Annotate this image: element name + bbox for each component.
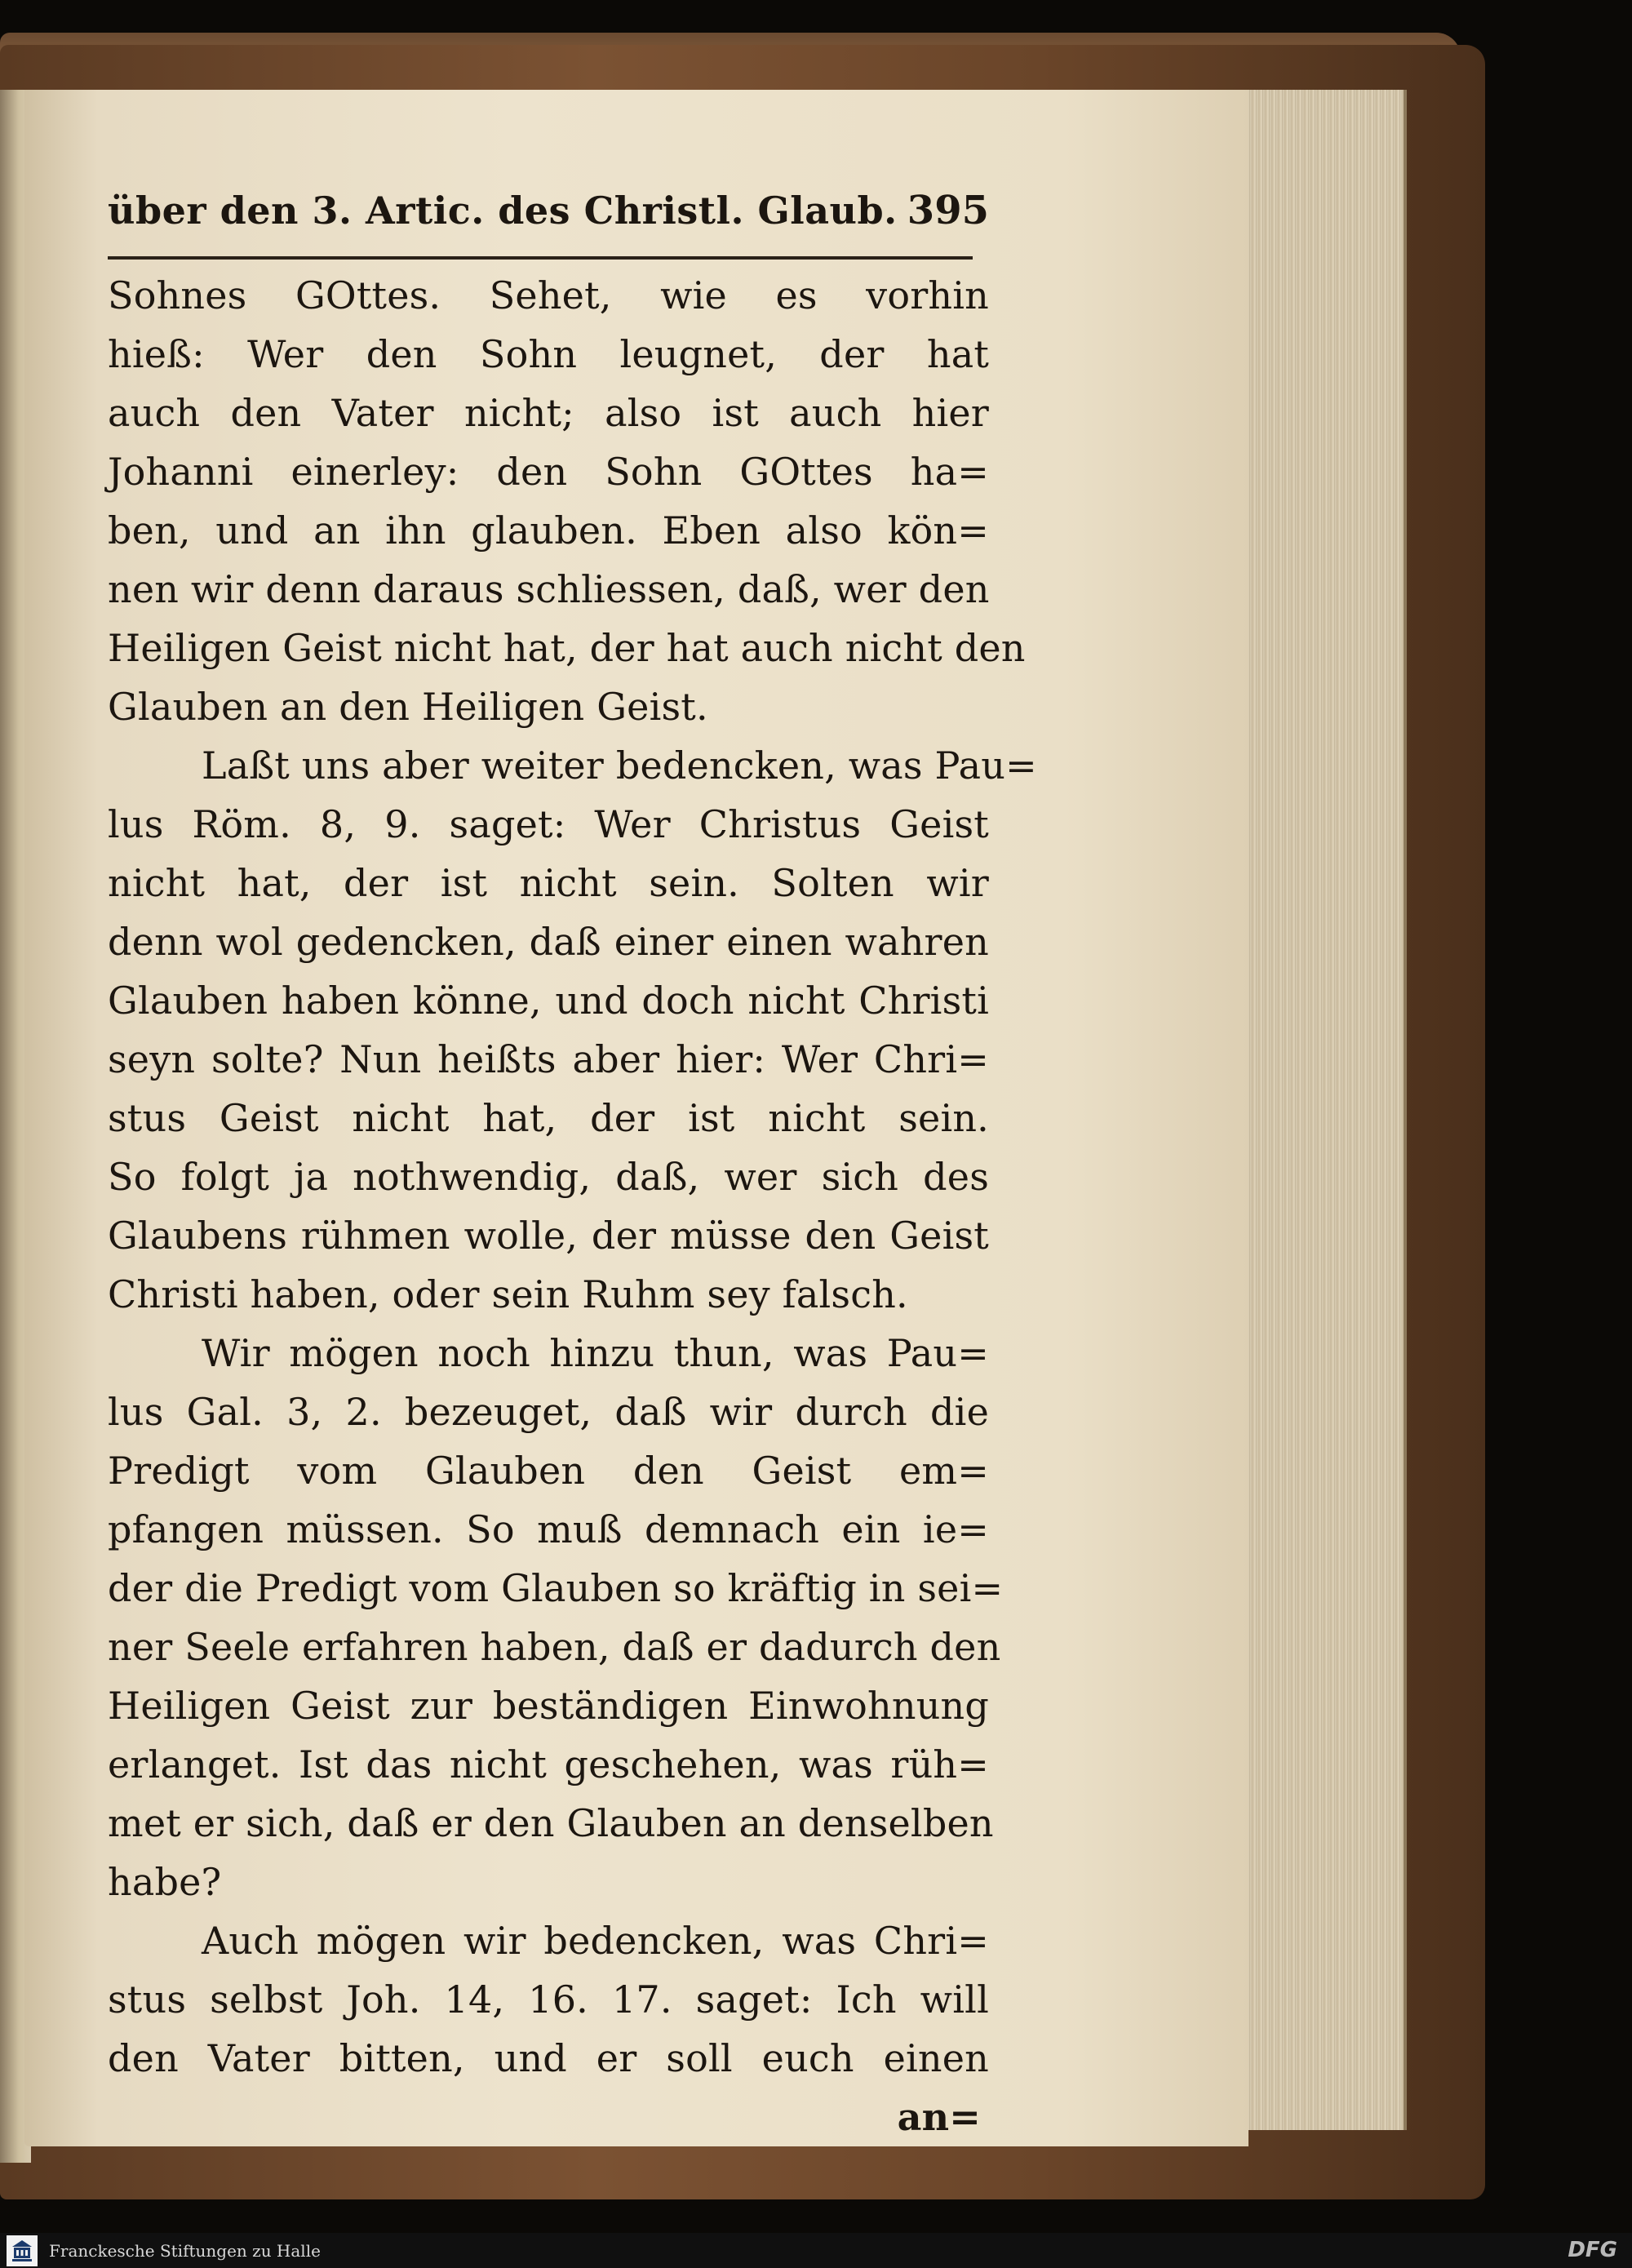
text-line: stus selbst Joh. 14, 16. 17. saget: Ich will [108,1977,989,2022]
text-line: lus Röm. 8, 9. saget: Wer Christus Geist [108,802,989,846]
text-line: der die Predigt vom Glauben so kräftig in sei= [108,1566,1004,1610]
building-icon [11,2239,33,2263]
body-text [108,266,1037,2088]
text-line: Auch mögen wir bedencken, was Chri= [202,1919,989,1963]
text-line: den Vater bitten, und er soll euch einen [108,2036,989,2080]
institution-logo [7,2235,38,2266]
text-line: pfangen müssen. So muß demnach ein ie= [108,1507,989,1551]
dfg-logo: DFG [1568,2238,1617,2262]
text-line: Predigt vom Glauben den Geist em= [108,1449,989,1493]
catchword: an= [897,2095,981,2139]
text-line: auch den Vater nicht; also ist auch hier [108,391,989,435]
text-line: Christi haben, oder sein Ruhm sey falsch. [108,1272,908,1316]
text-line: Glauben haben könne, und doch nicht Christi [108,979,989,1023]
running-title: über den 3. Artic. des Christl. Glaub. [108,189,898,233]
text-line: stus Geist nicht hat, der ist nicht sein. [108,1096,989,1140]
running-header [108,188,989,245]
text-line: Johanni einerley: den Sohn GOttes ha= [108,450,989,494]
text-line: Heiligen Geist nicht hat, der hat auch nicht den [108,626,1026,670]
page-edges [1224,90,1407,2130]
book-page [24,90,1248,2146]
text-line: lus Gal. 3, 2. bezeuget, daß wir durch die [108,1390,989,1434]
text-block [108,188,1037,2146]
text-line: seyn solte? Nun heißts aber hier: Wer Chri= [108,1037,989,1081]
page-number: 395 [907,188,989,233]
text-line: hieß: Wer den Sohn leugnet, der hat [108,332,989,376]
text-line: nicht hat, der ist nicht sein. Solten wir [108,861,989,905]
text-line: denn wol gedencken, daß einer einen wahren [108,920,989,964]
text-line: ben, und an ihn glauben. Eben also kön= [108,508,989,553]
text-line: Glauben an den Heiligen Geist. [108,685,708,729]
text-line: habe? [108,1860,222,1904]
text-line: ner Seele erfahren haben, daß er dadurch den [108,1625,1001,1669]
text-line: met er sich, daß er den Glauben an denselben [108,1801,994,1845]
text-line: Wir mögen noch hinzu thun, was Pau= [202,1331,989,1375]
header-rule [108,256,973,260]
text-line: erlanget. Ist das nicht geschehen, was rüh= [108,1742,989,1786]
text-line: So folgt ja nothwendig, daß, wer sich des [108,1155,989,1199]
text-line: Laßt uns aber weiter bedencken, was Pau= [202,743,1037,788]
footer-bar [0,2233,1632,2268]
institution-name: Franckesche Stiftungen zu Halle [49,2240,321,2261]
text-line: Sohnes GOttes. Sehet, wie es vorhin [108,273,989,317]
text-line: nen wir denn daraus schliessen, daß, wer den [108,567,990,611]
text-line: Heiligen Geist zur beständigen Einwohnung [108,1684,989,1728]
text-line: Glaubens rühmen wolle, der müsse den Geist [108,1214,989,1258]
